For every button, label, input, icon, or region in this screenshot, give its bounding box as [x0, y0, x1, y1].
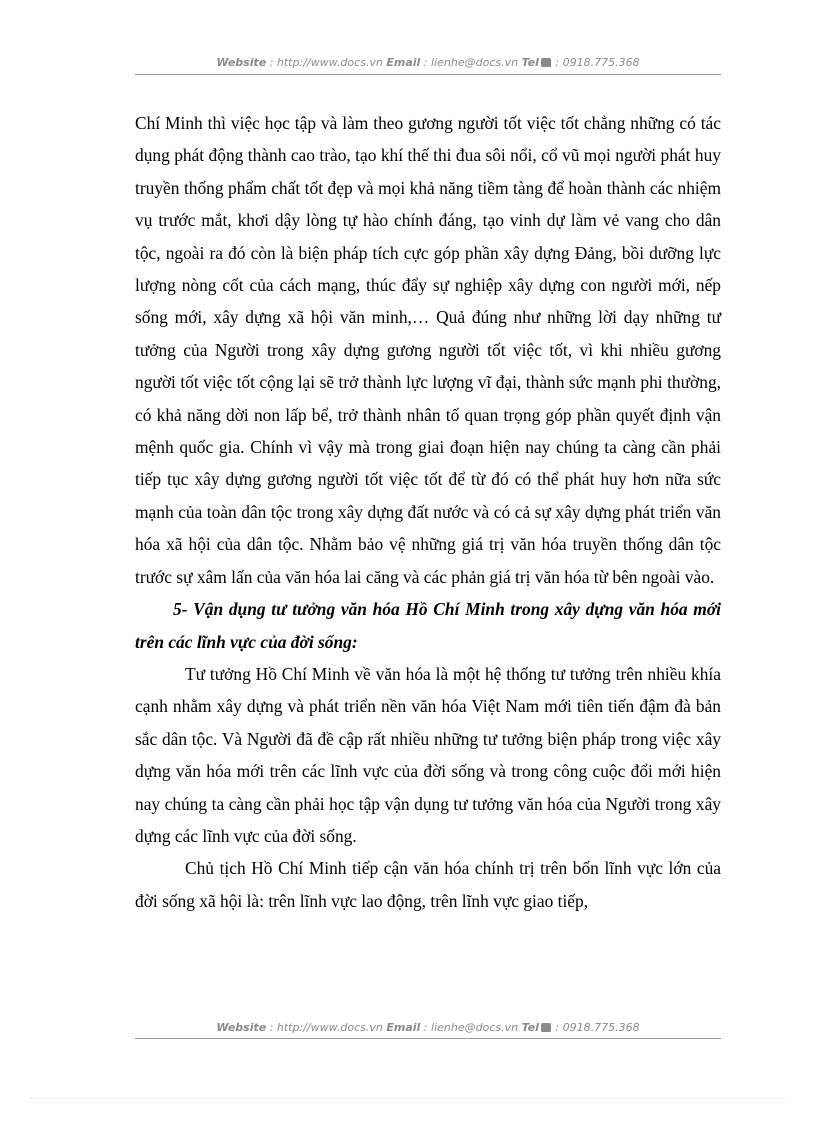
- page-footer: [135, 1021, 721, 1034]
- footer-website-value: : http://www.docs.vn: [266, 1021, 387, 1034]
- header-website-label: Website: [216, 56, 267, 69]
- footer-rule: [135, 1038, 721, 1039]
- header-email-value: : lienhe@docs.vn: [420, 56, 522, 69]
- header-tel-label: Tel: [521, 56, 539, 69]
- header-website-value: : http://www.docs.vn: [266, 56, 387, 69]
- header-tel-value: : 0918.775.368: [551, 56, 640, 69]
- footer-tel-label: Tel: [521, 1021, 539, 1034]
- paragraph-2: Tư tưởng Hồ Chí Minh về văn hóa là một hệ thống tư tưởng trên nhiều khía cạnh nhằm xây dựng và phát triển nền văn hóa Việt Nam mới tiên tiến đậm đà bản sắc dân tộc. Và Người đã đề cập rất nhiều những tư tưởng biện pháp trong việc xây dựng văn hóa mới trên các lĩnh vực của đời sống và trong công cuộc đổi mới hiện nay chúng ta càng cần phải học tập vận dụng tư tưởng văn hóa của Người trong xây dựng các lĩnh vực của đời sống.: [135, 663, 721, 846]
- section-heading: 5- Vận dụng tư tưởng văn hóa Hồ Chí Minh trong xây dựng văn hóa mới trên các lĩnh vực của đời sống:: [135, 599, 721, 652]
- footer-website-label: Website: [216, 1021, 267, 1034]
- phone-icon: [541, 1023, 551, 1032]
- phone-icon: [541, 58, 551, 67]
- paragraph-1: Chí Minh thì việc học tập và làm theo gương người tốt việc tốt chẳng những có tác dụng phát động thành cao trào, tạo khí thế thi đua sôi nổi, cổ vũ mọi người phát huy truyền thống phẩm chất tốt đẹp và mọi khả năng tiềm tàng để hoàn thành các nhiệm vụ trước mắt, khơi dậy lòng tự hào chính đáng, tạo vinh dự làm vẻ vang cho dân tộc, ngoài ra đó còn là biện pháp tích cực góp phần xây dựng Đảng, bồi dưỡng lực lượng nòng cốt của cách mạng, thúc đẩy sự nghiệp xây dựng con người mới, nếp sống mới, xây dựng xã hội văn minh,… Quả đúng như những lời dạy những tư tưởng của Người trong xây dựng gương người tốt việc tốt, vì khi nhiều gương người tốt việc tốt cộng lại sẽ trở thành lực lượng vĩ đại, thành sức mạnh phi thường, có khả năng dời non lấp bể, trở thành nhân tố quan trọng góp phần quyết định vận mệnh quốc gia. Chính vì vậy mà trong giai đoạn hiện nay chúng ta càng cần phải tiếp tục xây dựng gương người tốt việc tốt để từ đó có thể phát huy hơn nữa sức mạnh của toàn dân tộc trong xây dựng đất nước và có cả sự xây dựng phát triển văn hóa xã hội của dân tộc. Nhằm bảo vệ những giá trị văn hóa truyền thống dân tộc trước sự xâm lấn của văn hóa lai căng và các phản giá trị văn hóa từ bên ngoài vào.: [135, 113, 721, 587]
- page-edge-divider: [30, 1098, 786, 1099]
- header-rule: [135, 74, 721, 75]
- footer-email-label: Email: [386, 1021, 421, 1034]
- paragraph-3: Chủ tịch Hồ Chí Minh tiếp cận văn hóa chính trị trên bốn lĩnh vực lớn của đời sống xã hội là: trên lĩnh vực lao động, trên lĩnh vực giao tiếp,: [135, 858, 721, 911]
- footer-email-value: : lienhe@docs.vn: [420, 1021, 522, 1034]
- footer-tel-value: : 0918.775.368: [551, 1021, 640, 1034]
- document-body: [135, 107, 721, 917]
- page-header: [135, 56, 721, 69]
- header-email-label: Email: [386, 56, 421, 69]
